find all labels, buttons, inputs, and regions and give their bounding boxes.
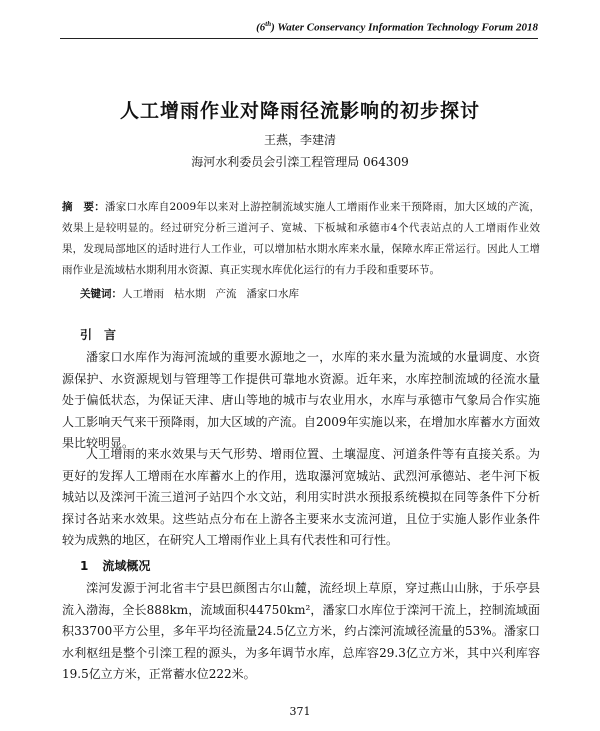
affiliation: 海河水利委员会引滦工程管理局 064309 — [191, 155, 409, 169]
intro-heading: 引 言 — [80, 328, 117, 342]
keywords-label: 关键词： — [80, 288, 122, 300]
abstract-text: 潘家口水库自2009年以来对上游控制流域实施人工增雨作业来干预降雨，加大区域的产流，效果上是较明显的。经过研究分析三道河子、宽城、下板城和承德市4个代表站点的人工增雨作业效果，发现局部地区的适时进行人工作业，可以增加枯水期水库来水量，保障水库正常运行。因此人工增雨作业是流域枯水期利用水资源、真正实现水库优化运行的有力手段和重要环节。 — [62, 201, 540, 276]
intro-paragraph-2: 人工增雨的来水效果与天气形势、增雨位置、土壤湿度、河道条件等有直接关系。为更好的发挥人工增雨在水库蓄水上的作用，选取瀑河宽城站、武烈河承德站、老牛河下板城站以及滦河干流三道河子站四个水文站，利用实时洪水预报系统模拟在同等条件下分析探讨各站来水效果。这些站点分布在上游各主要来水支流河道，且位于实施人影作业条件较为成熟的地区，在研究人工增雨作业上具有代表性和可行性。 — [62, 447, 540, 547]
section-1-paragraph: 滦河发源于河北省丰宁县巴颜图古尔山麓，流经坝上草原，穿过燕山山脉，于乐亭县流入渤海，全长888km，流域面积44750km²，潘家口水库位于滦河干流上，控制流域面积33700平方公里，多年平均径流量24.5亿立方米，约占滦河流域径流量的53%。潘家口水利枢纽是整个引滦工程的源头，为多年调节水库，总库容29.3亿立方米，其中兴利库容19.5亿立方米，正常蓄水位222米。 — [62, 581, 540, 681]
keyword: 产流 — [215, 288, 237, 300]
header-rule — [60, 38, 538, 39]
authors: 王燕，李建清 — [263, 133, 336, 147]
intro-paragraph-1: 潘家口水库作为海河流域的重要水源地之一，水库的来水量为流域的水量调度、水资源保护、水资源规划与管理等工作提供可靠地水资源。近年来，水库控制流域的径流水量处于偏低状态，为保证天津、唐山等地的城市与农业用水，水库与承德市气象局合作实施人工影响天气来干预降雨，加大区域的产流。自2009年实施以来，在增加水库蓄水方面效果比较明显。 — [62, 350, 540, 450]
keywords — [80, 286, 540, 301]
keyword: 潘家口水库 — [246, 288, 299, 300]
keyword: 人工增雨 — [122, 288, 164, 300]
running-header: (6th) Water Conservancy Information Technology Forum 2018 — [256, 20, 538, 34]
section-heading: 1 流域概况 — [80, 559, 151, 573]
paper-title: 人工增雨作业对降雨径流影响的初步探讨 — [119, 100, 480, 122]
abstract — [62, 197, 540, 281]
abstract-label: 摘 要： — [62, 201, 105, 213]
keyword: 枯水期 — [174, 288, 206, 300]
page-number: 371 — [289, 705, 311, 718]
